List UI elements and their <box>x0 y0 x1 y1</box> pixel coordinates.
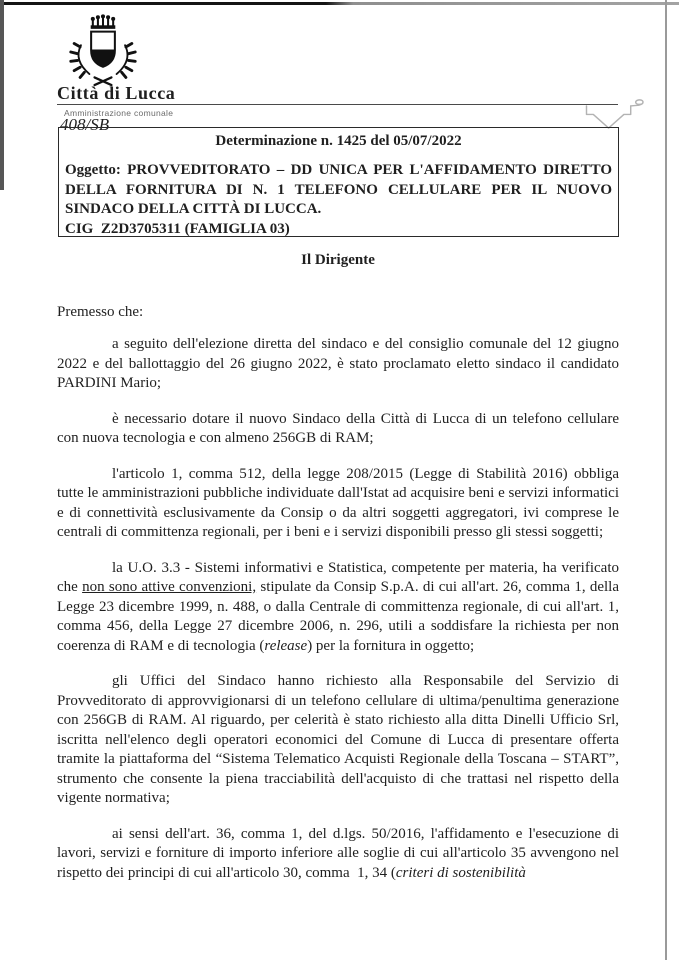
italic-sustainability-criteria: criteri di sostenibilità <box>395 864 526 881</box>
paragraph-consip-check <box>57 559 619 657</box>
protocol-number: 408/SB <box>60 115 110 134</box>
header-divider <box>57 104 618 105</box>
paragraph-law-208-2015: l'articolo 1, comma 512, della legge 208/2015 (Legge di Stabilità 2016) obbliga tutte le amministrazioni pubbliche individuate dall'Istat ad acquisire beni e servizi informatici e di connettività esclusivamente da Consip o da altri soggetti aggregatori, ivi comprese le centrali di committenza regionali, per i beni e i servizi disponibili presso gli stessi soggetti; <box>57 465 619 540</box>
paragraph-dlgs-lead: ai sensi dell'art. 36, comma 1, del d.lgs. 50/2016, l'affidamento e l'esecuzione di lavori, servizi e forniture di importo inferiore alle soglie di cui all'articolo 35 avvengono nel rispetto dei principi di cui all'articolo 30, comma 1, 34 ( <box>57 825 619 881</box>
city-name: Città di Lucca <box>57 83 176 103</box>
paragraph-start-platform: gli Uffici del Sindaco hanno richiesto alla Responsabile del Servizio di Provveditorato di approvvigionarsi di un telefono cellulare di ultima/penultima generazione con 256GB di RAM. Al riguardo, per celerità è stato richiesto alla ditta Dinelli Ufficio Srl, iscritta nell'elenco degli operatori economici del Comune di Lucca di presentare offerta tramite la piattaforma del “Sistema Telematico Acquisti Regionale della Toscana – START”, strumento che consente la piena tracciabilità dell'acquisto di che trattasi nel rispetto della vigente normativa; <box>57 673 619 806</box>
paragraph-consip-lead: la U.O. 3.3 - Sistemi informativi e Statistica, competente per materia, ha verificato che <box>57 559 619 595</box>
premise-label: Premesso che: <box>57 304 144 320</box>
italic-release: release <box>264 637 308 654</box>
subject-text: Oggetto: PROVVEDITORATO – DD UNICA PER L'AFFIDAMENTO DIRETTO DELLA FORNITURA DI N. 1 TELEFONO CELLULARE PER IL NUOVO SINDACO DELLA CITTÀ DI LUCCA. <box>65 162 612 217</box>
paragraph-consip-mid: stipulate da Consip S.p.A. di cui all'art. 26, comma 1, della Legge 23 dicembre 1999, n. 488, o dalla Centrale di committenza regionale, di cui all'art. 1, comma 456, della Legge 27 dicembre 2006, n. 296, utili a soddisfare la richiesta per non coerenza di RAM e di tecnologia ( <box>57 579 619 654</box>
paragraph-dlgs-50-2016 <box>57 825 619 884</box>
underlined-no-active-conventions: non sono attive convenzioni, <box>82 579 257 595</box>
determination-title-box <box>58 127 619 237</box>
scan-artifact-right-line <box>665 0 667 960</box>
document-body <box>57 252 619 883</box>
scan-artifact-top-line <box>0 2 679 5</box>
cig-code: CIG Z2D3705311 (FAMIGLIA 03) <box>65 220 290 237</box>
determination-number: Determinazione n. 1425 del 05/07/2022 <box>215 133 462 149</box>
scan-artifact-left-band <box>0 0 4 190</box>
paragraph-consip-tail: ) per la fornitura in oggetto; <box>307 637 475 654</box>
heading-il-dirigente: Il Dirigente <box>301 252 375 268</box>
paragraph-phone-need: è necessario dotare il nuovo Sindaco della Città di Lucca di un telefono cellulare con nuova tecnologia e con almeno 256GB di RAM; <box>57 410 619 446</box>
administration-label: Amministrazione comunale <box>64 108 174 118</box>
paragraph-election: a seguito dell'elezione diretta del sindaco e del consiglio comunale del 12 giugno 2022 e del ballottaggio del 26 giugno 2022, è stato proclamato eletto sindaco il candidato PARDINI Mario; <box>57 336 619 391</box>
